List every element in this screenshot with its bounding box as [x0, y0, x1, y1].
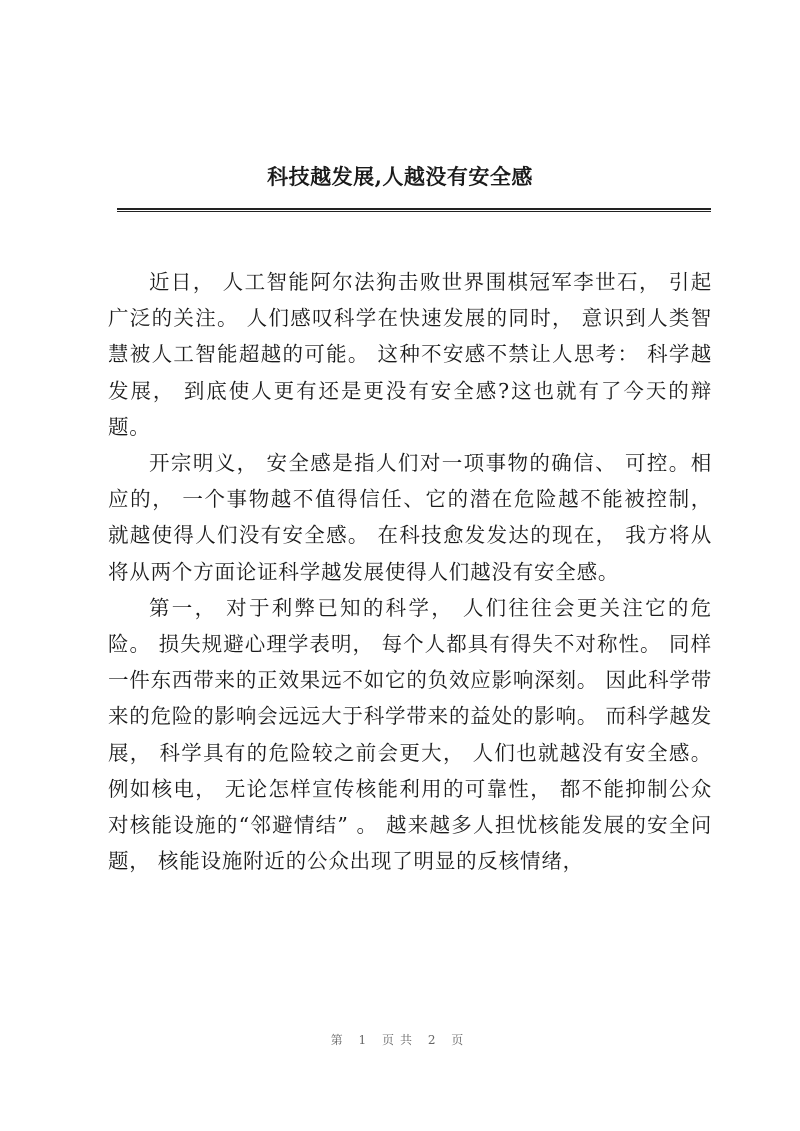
paragraph-first-argument: 第一， 对于利弊已知的科学， 人们往往会更关注它的危险。 损失规避心理学表明， 每个人都具有得失不对称性。 同样一件东西带来的正效果远不如它的负效应影响深刻。 因此科学带来的危险的影响会远远大于科学带来的益处的影响。 而科学越发展， 科学具有的危险较之前会更大， 人们也就越没有安全感。 例如核电， 无论怎样宣传核能利用的可靠性， 都不能抑制公众对核能设施的“邻避情结” 。 越来越多人担忧核能发展的安全问题， 核能设施附近的公众出现了明显的反核情绪， [108, 595, 712, 874]
paragraph-intro: 近日， 人工智能阿尔法狗击败世界围棋冠军李世石， 引起广泛的关注。 人们感叹科学在快速发展的同时， 意识到人类智慧被人工智能超越的可能。 这种不安感不禁让人思考： 科学越发展， 到底使人更有还是更没有安全感?这也就有了今天的辩题。 [108, 270, 712, 439]
footer-page-current: 1 [358, 1033, 373, 1047]
page-title: 科技越发展,人越没有安全感 [267, 164, 533, 189]
page-footer [0, 1031, 800, 1048]
footer-page-mid: 页共 [381, 1033, 418, 1047]
footer-page-suffix: 页 [451, 1033, 470, 1047]
document-body [108, 264, 712, 879]
footer-page-prefix: 第 [330, 1033, 349, 1047]
paragraph-definition: 开宗明义， 安全感是指人们对一项事物的确信、 可控。相应的， 一个事物越不值得信任、它的潜在危险越不能被控制， 就越使得人们没有安全感。 在科技愈发发达的现在， 我方将从将从两个方面论证科学越发展使得人们越没有安全感。 [108, 451, 712, 584]
title-divider [117, 208, 711, 212]
footer-page-total: 2 [427, 1033, 442, 1047]
